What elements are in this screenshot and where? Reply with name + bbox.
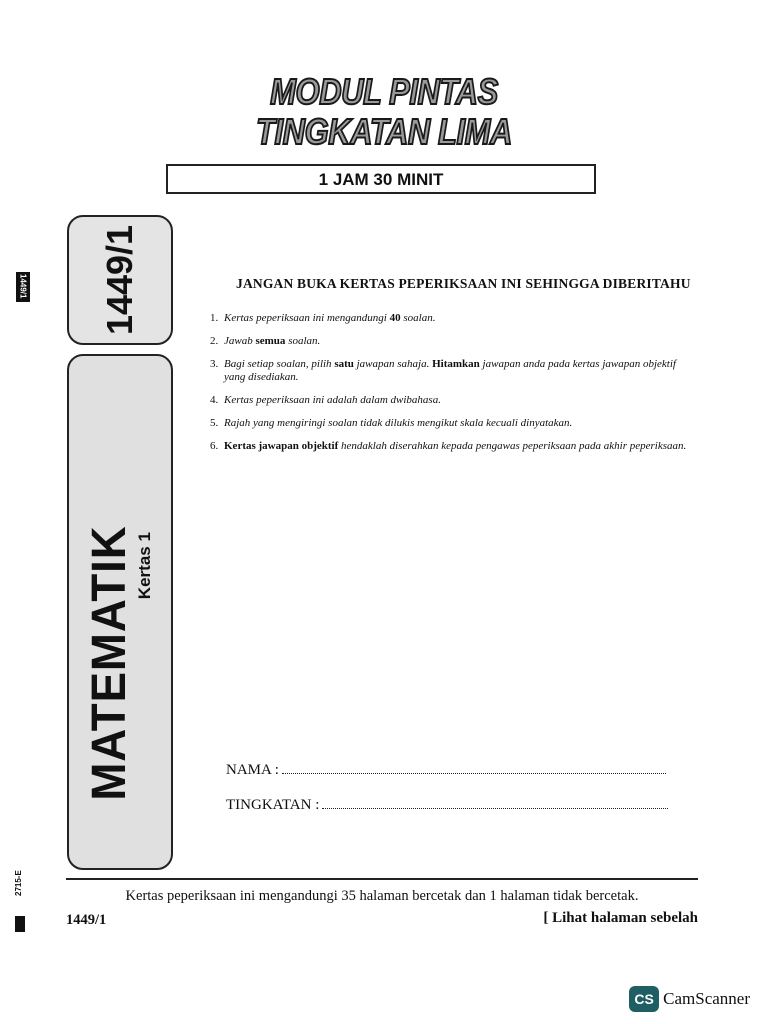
- side-edge-mark: [16, 272, 30, 302]
- instruction-text: soalan.: [400, 312, 436, 324]
- instruction-bold: satu: [334, 358, 354, 370]
- paper-code-tab: [67, 215, 173, 345]
- name-label: NAMA :: [226, 762, 279, 778]
- instruction-item: [210, 417, 700, 430]
- instruction-text: jawapan sahaja.: [353, 358, 433, 370]
- class-dotted-line[interactable]: [322, 796, 668, 809]
- page-count-note: Kertas peperiksaan ini mengandungi 35 halaman bercetak dan 1 halaman tidak bercetak.: [125, 888, 639, 904]
- instruction-list: [210, 312, 700, 463]
- instruction-item: [210, 335, 700, 348]
- name-field[interactable]: [226, 761, 666, 779]
- paper-number: Kertas 1: [135, 532, 154, 600]
- next-page-note: [ Lihat halaman sebelah: [543, 910, 698, 926]
- title-line-1: MODUL PINTAS: [270, 71, 498, 112]
- paper-code: 1449/1: [99, 224, 140, 336]
- instruction-text: Rajah yang mengiringi soalan tidak dilukis mengikut skala kecuali dinyatakan.: [224, 417, 573, 429]
- instruction-text: Jawab: [224, 335, 256, 347]
- subject-name: MATEMATIK: [83, 525, 136, 801]
- class-label: TINGKATAN :: [226, 797, 320, 813]
- footer-paper-code: 1449/1: [66, 912, 107, 928]
- instruction-number: 6.: [210, 440, 219, 452]
- instruction-item: [210, 394, 700, 407]
- instruction-item: [210, 358, 700, 384]
- subject-tab: [67, 354, 173, 870]
- title-line-2: TINGKATAN LIMA: [256, 111, 512, 152]
- instruction-number: 1.: [210, 312, 219, 324]
- instruction-bold: Kertas jawapan objektif: [224, 440, 339, 452]
- print-mark: [15, 916, 25, 932]
- instruction-bold: Hitamkan: [432, 358, 480, 370]
- exam-warning: JANGAN BUKA KERTAS PEPERIKSAAN INI SEHINGGA DIBERITAHU: [236, 276, 691, 291]
- instruction-bold: semua: [255, 335, 286, 347]
- class-field[interactable]: [226, 796, 668, 814]
- instruction-item: [210, 312, 700, 325]
- camscanner-watermark: [629, 986, 750, 1012]
- instruction-text: soalan.: [285, 335, 321, 347]
- page-title: [0, 72, 768, 152]
- instruction-text: jawapan anda pada kertas jawapan objektif yang disediakan.: [224, 358, 676, 383]
- footer-divider: [66, 878, 698, 880]
- instruction-text: Kertas peperiksaan ini mengandungi: [224, 312, 390, 324]
- instruction-number: 4.: [210, 394, 219, 406]
- instruction-number: 3.: [210, 358, 219, 370]
- camscanner-label: CamScanner: [663, 989, 750, 1008]
- subject-rotated-block: [85, 518, 155, 808]
- duration-box: 1 JAM 30 MINIT: [166, 164, 596, 194]
- instruction-bold: 40: [389, 312, 401, 324]
- side-edge-code: 1449/1: [18, 274, 28, 299]
- camscanner-logo-icon: CS: [629, 986, 659, 1012]
- instruction-number: 5.: [210, 417, 219, 429]
- name-dotted-line[interactable]: [282, 761, 666, 774]
- instruction-number: 2.: [210, 335, 219, 347]
- instruction-text: Bagi setiap soalan, pilih: [224, 358, 335, 370]
- instruction-text: Kertas peperiksaan ini adalah dalam dwibahasa.: [224, 394, 441, 406]
- instruction-item: [210, 440, 700, 453]
- print-code: 2715-E: [14, 870, 23, 896]
- instruction-text: hendaklah diserahkan kepada pengawas peperiksaan pada akhir peperiksaan.: [338, 440, 687, 452]
